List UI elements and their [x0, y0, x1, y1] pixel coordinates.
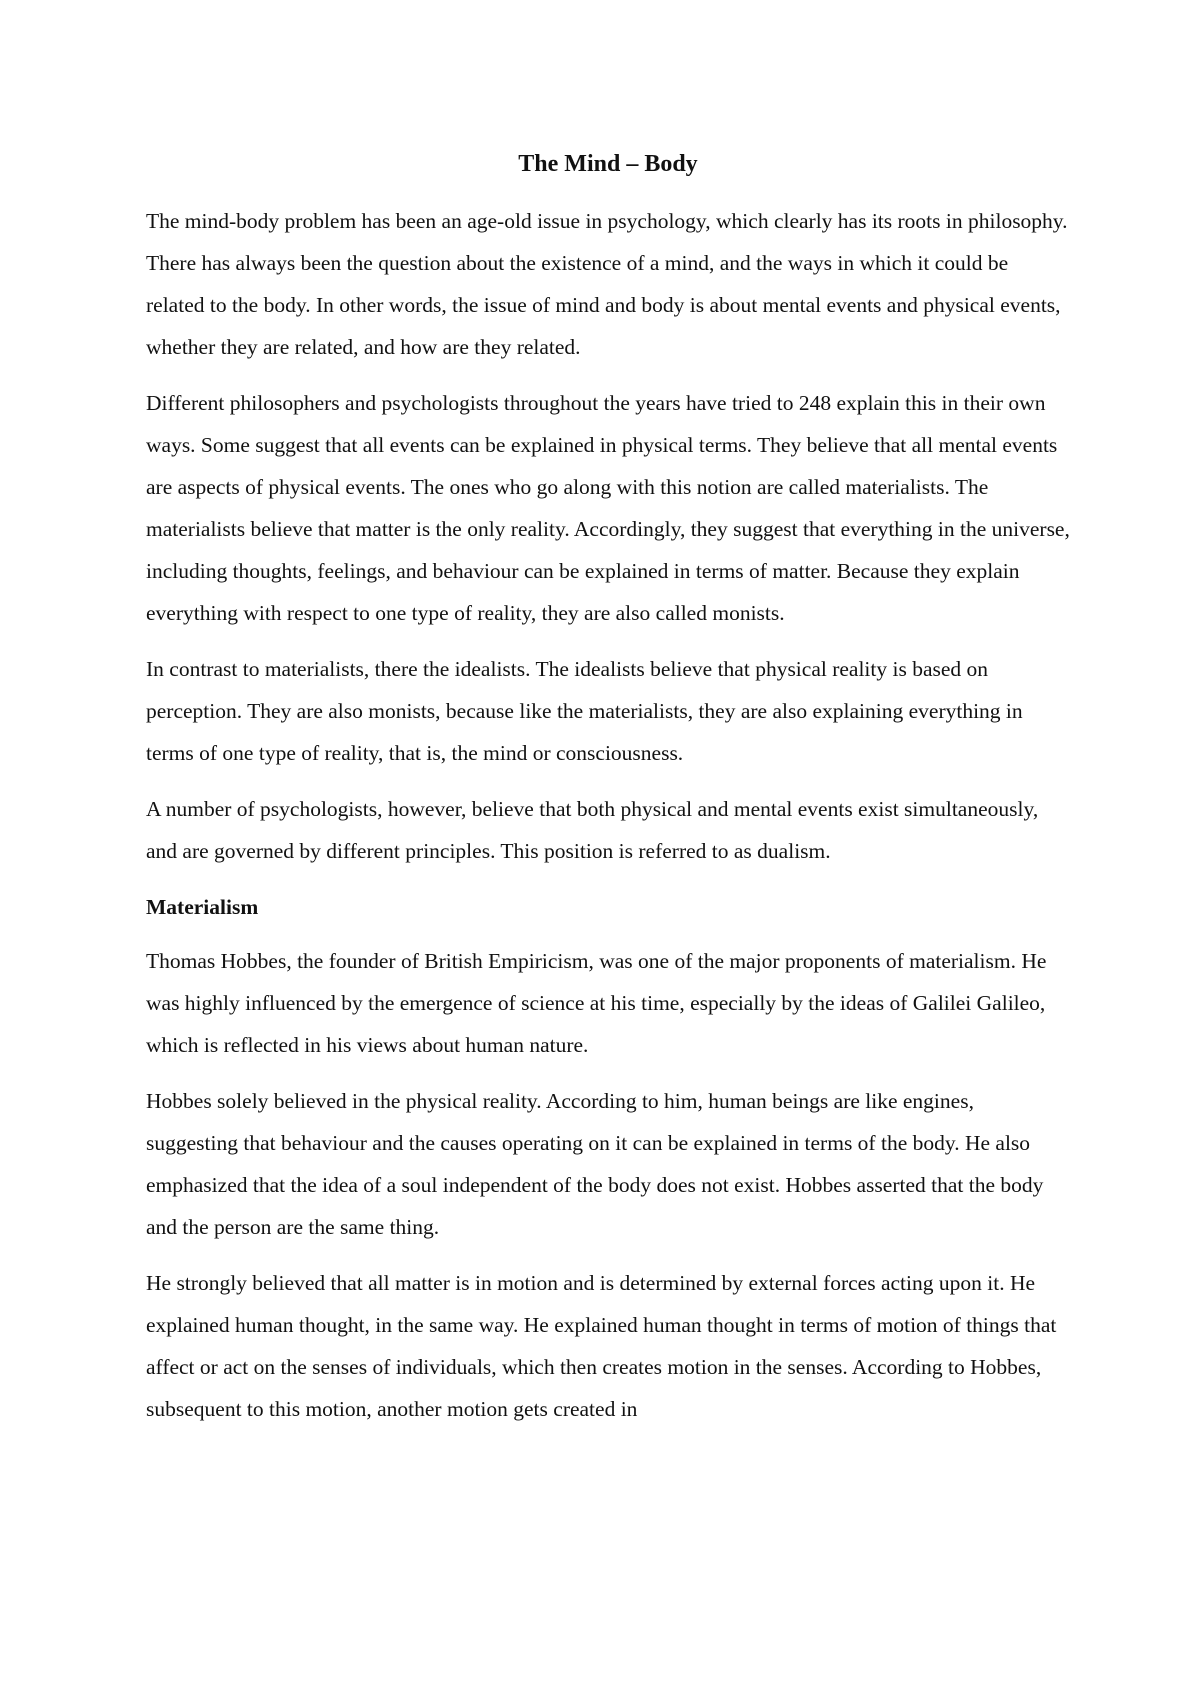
document-title: The Mind – Body	[518, 151, 698, 177]
paragraph-physical-reality: Hobbes solely believed in the physical reality. According to him, human beings are like engines, suggesting that behaviour and the causes operating on it can be explained in terms of the body. He also emphasized that the idea of a soul independent of the body does not exist. Hobbes asserted that the body and the person are the same thing.	[146, 1089, 1044, 1239]
paragraph-matter-in-motion: He strongly believed that all matter is in motion and is determined by external forces acting upon it. He explained human thought, in the same way. He explained human thought in terms of motion of things that affect or act on the senses of individuals, which then creates motion in the senses. According to Hobbes, subsequent to this motion, another motion gets created in	[146, 1271, 1057, 1421]
paragraph-materialists-monists: Different philosophers and psychologists throughout the years have tried to 248 explain this in their own ways. Some suggest that all events can be explained in physical terms. They believe that all mental events are aspects of physical events. The ones who go along with this notion are called materialists. The materialists believe that matter is the only reality. Accordingly, they suggest that everything in the universe, including thoughts, feelings, and behaviour can be explained in terms of matter. Because they explain everything with respect to one type of reality, they are also called monists.	[146, 391, 1070, 625]
section-heading-materialism: Materialism	[146, 895, 259, 919]
paragraph-thomas-hobbes: Thomas Hobbes, the founder of British Empiricism, was one of the major proponents of materialism. He was highly influenced by the emergence of science at his time, especially by the ideas of Galilei Galileo, which is reflected in his views about human nature.	[146, 949, 1047, 1057]
paragraph-idealists: In contrast to materialists, there the idealists. The idealists believe that physical reality is based on perception. They are also monists, because like the materialists, they are also explaining everything in terms of one type of reality, that is, the mind or consciousness.	[146, 657, 1023, 765]
paragraph-mind-body-problem: The mind-body problem has been an age-old issue in psychology, which clearly has its roots in philosophy. There has always been the question about the existence of a mind, and the ways in which it could be related to the body. In other words, the issue of mind and body is about mental events and physical events, whether they are related, and how are they related.	[146, 209, 1068, 359]
paragraph-dualism: A number of psychologists, however, believe that both physical and mental events exist simultaneously, and are governed by different principles. This position is referred to as dualism.	[146, 797, 1039, 863]
